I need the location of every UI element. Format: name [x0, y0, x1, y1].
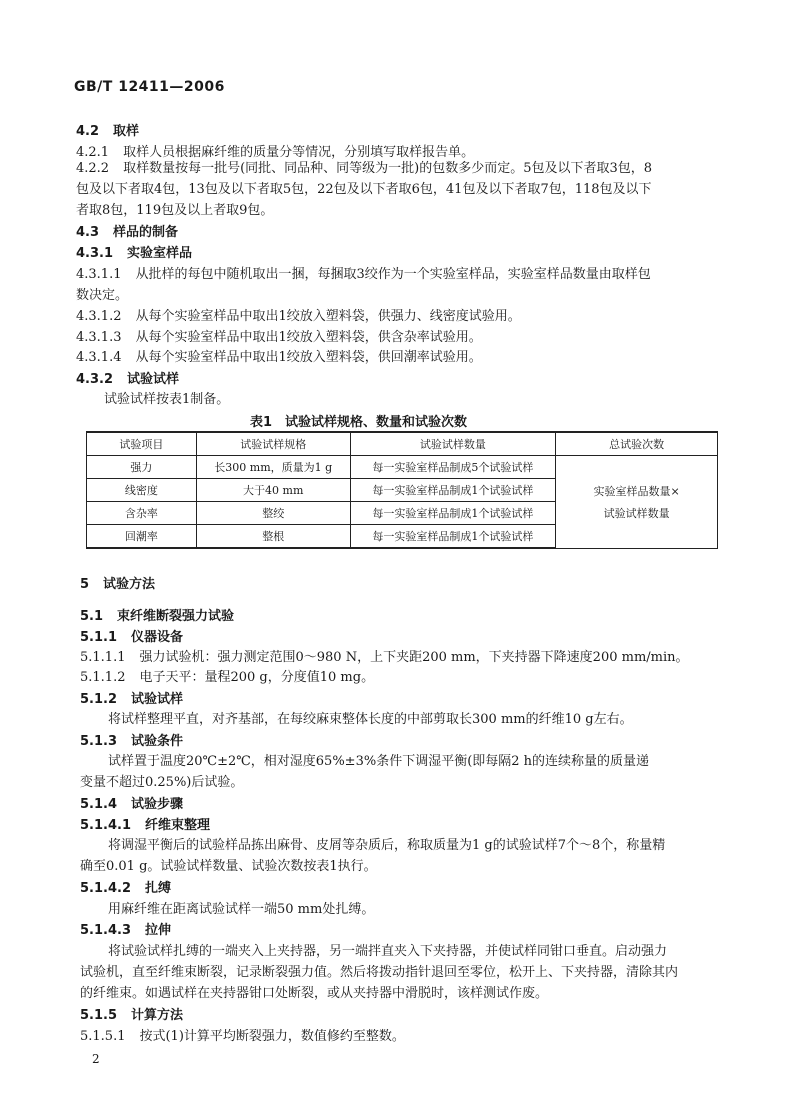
- header-cell: 总试验次数: [556, 432, 718, 456]
- heading-5-1-3: 5.1.3 试验条件: [80, 734, 184, 749]
- paragraph-4-3-1-2: 4.3.1.2 从每个实验室样品中取出1绞放入塑料袋，供强力、线密度试验用。: [76, 309, 521, 324]
- paragraph-4-3-2: 试验试样按表1制备。: [104, 392, 230, 407]
- total-line2: 试验试样数量: [603, 506, 670, 520]
- table-cell: 每一实验室样品制成5个试验试样: [350, 456, 556, 479]
- paragraph-5-1-4-3-cont1: 试验机，直至纤维束断裂，记录断裂强力值。然后将拨动指针退回至零位，松开上、下夹持器，清除其内: [80, 965, 679, 980]
- paragraph-5-1-4-1: 将调湿平衡后的试验样品拣出麻骨、皮屑等杂质后，称取质量为1 g的试验试样7个～8个，称量精: [108, 838, 666, 853]
- paragraph-4-2-1: 4.2.1 取样人员根据麻纤维的质量分等情况，分别填写取样报告单。: [76, 145, 475, 160]
- table-cell: 线密度: [87, 479, 197, 502]
- page-number: 2: [92, 1052, 100, 1066]
- table-cell: 每一实验室样品制成1个试验试样: [350, 525, 556, 549]
- paragraph-4-2-2: 4.2.2 取样数量按每一批号(同批、同品种、同等级为一批)的包数多少而定。5包及以下者取3包，8: [76, 161, 653, 176]
- table-cell: 回潮率: [87, 525, 197, 549]
- table-row: [87, 456, 718, 479]
- paragraph-5-1-3: 试样置于温度20℃±2℃，相对湿度65%±3%条件下调湿平衡(即每隔2 h的连续称量的质量递: [108, 754, 650, 769]
- table-cell: 整绞: [196, 502, 350, 525]
- heading-5-1-1: 5.1.1 仪器设备: [80, 630, 184, 645]
- heading-5-1-4-3: 5.1.4.3 拉伸: [80, 923, 172, 938]
- heading-5-1-4: 5.1.4 试验步骤: [80, 797, 184, 812]
- total-line1: 实验室样品数量×: [593, 484, 680, 498]
- heading-5-1-2: 5.1.2 试验试样: [80, 692, 184, 707]
- paragraph-5-1-1-2: 5.1.1.2 电子天平：量程200 g，分度值10 mg。: [80, 670, 375, 685]
- standard-number: GB/T 12411—2006: [74, 79, 225, 95]
- header-cell: 试验试样数量: [350, 432, 556, 456]
- heading-5-1-4-1: 5.1.4.1 纤维束整理: [80, 818, 211, 833]
- table-cell: 长300 mm，质量为1 g: [196, 456, 350, 479]
- table-cell: 强力: [87, 456, 197, 479]
- paragraph-5-1-4-3-cont2: 的纤维束。如遇试样在夹持器钳口处断裂，或从夹持器中滑脱时，该样测试作废。: [80, 986, 549, 1001]
- table-cell: 整根: [196, 525, 350, 549]
- heading-5-1: 5.1 束纤维断裂强力试验: [80, 609, 235, 624]
- paragraph-5-1-4-2: 用麻纤维在距离试验试样一端50 mm处扎缚。: [108, 902, 375, 917]
- heading-4-3-2: 4.3.2 试验试样: [76, 372, 180, 387]
- heading-4-3-1: 4.3.1 实验室样品: [76, 246, 193, 261]
- table-cell: 大于40 mm: [196, 479, 350, 502]
- paragraph-4-2-2-cont2: 者取8包，119包及以上者取9包。: [76, 203, 274, 218]
- paragraph-4-3-1-1: 4.3.1.1 从批样的每包中随机取出一捆，每捆取3绞作为一个实验室样品，实验室样品数量由取样包: [76, 267, 651, 282]
- paragraph-5-1-4-1-cont: 确至0.01 g。试验试样数量、试验次数按表1执行。: [80, 859, 377, 874]
- table-cell: 含杂率: [87, 502, 197, 525]
- heading-4-2: 4.2 取样: [76, 124, 140, 139]
- table1-title: 表1 试验试样规格、数量和试验次数: [250, 415, 468, 430]
- paragraph-5-1-3-cont: 变量不超过0.25%)后试验。: [80, 775, 244, 790]
- header-cell: 试验试样规格: [196, 432, 350, 456]
- table-cell: 每一实验室样品制成1个试验试样: [350, 479, 556, 502]
- total-tests-cell: [556, 456, 718, 549]
- heading-4-3: 4.3 样品的制备: [76, 225, 179, 240]
- paragraph-5-1-2: 将试样整理平直，对齐基部，在每绞麻束整体长度的中部剪取长300 mm的纤维10 g左右。: [108, 712, 633, 727]
- paragraph-4-3-1-1-cont: 数决定。: [76, 288, 129, 303]
- heading-5-1-4-2: 5.1.4.2 扎缚: [80, 881, 172, 896]
- heading-5: 5 试验方法: [80, 577, 156, 592]
- paragraph-4-2-2-cont1: 包及以下者取4包，13包及以下者取5包，22包及以下者取6包，41包及以下者取7包，118包及以下: [76, 182, 652, 197]
- heading-5-1-5: 5.1.5 计算方法: [80, 1008, 184, 1023]
- paragraph-4-3-1-3: 4.3.1.3 从每个实验室样品中取出1绞放入塑料袋，供含杂率试验用。: [76, 330, 482, 345]
- paragraph-4-3-1-4: 4.3.1.4 从每个实验室样品中取出1绞放入塑料袋，供回潮率试验用。: [76, 350, 482, 365]
- paragraph-5-1-1-1: 5.1.1.1 强力试验机：强力测定范围0～980 N，上下夹距200 mm，下夹持器下降速度200 mm/min。: [80, 650, 689, 665]
- table1: [86, 431, 718, 549]
- table-cell: 每一实验室样品制成1个试验试样: [350, 502, 556, 525]
- header-cell: 试验项目: [87, 432, 197, 456]
- paragraph-5-1-5-1: 5.1.5.1 按式(1)计算平均断裂强力，数值修约至整数。: [80, 1029, 405, 1044]
- table-header-row: [87, 432, 718, 456]
- paragraph-5-1-4-3: 将试验试样扎缚的一端夹入上夹持器，另一端拌直夹入下夹持器，并使试样同钳口垂直。启动强力: [108, 944, 668, 959]
